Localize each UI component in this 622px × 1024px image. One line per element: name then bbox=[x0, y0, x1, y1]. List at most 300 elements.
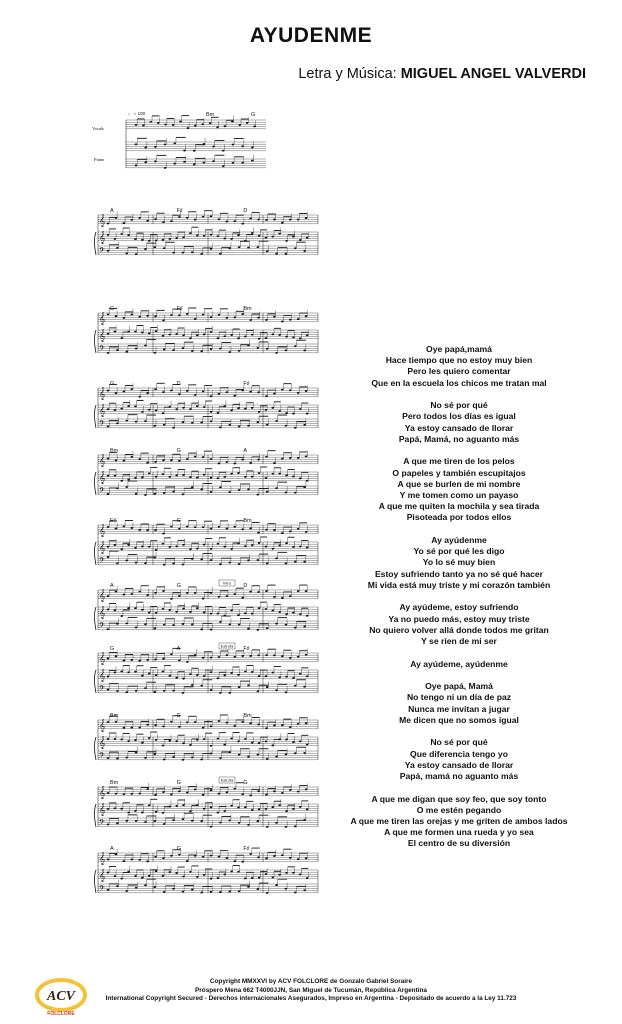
note bbox=[203, 738, 206, 740]
note bbox=[178, 726, 181, 728]
note bbox=[275, 420, 278, 422]
note bbox=[125, 559, 128, 561]
note bbox=[134, 739, 137, 741]
note bbox=[155, 330, 158, 332]
note bbox=[148, 240, 151, 242]
note bbox=[191, 486, 194, 488]
note bbox=[228, 562, 231, 564]
note bbox=[194, 789, 197, 791]
note bbox=[169, 609, 172, 611]
note bbox=[107, 609, 110, 611]
note bbox=[115, 460, 118, 462]
bass-clef-icon: 𝄢 bbox=[99, 685, 105, 695]
note bbox=[241, 721, 244, 723]
note bbox=[154, 856, 157, 858]
note bbox=[123, 793, 126, 795]
note bbox=[135, 562, 138, 564]
composer-name: MIGUEL ANGEL VALVERDI bbox=[400, 66, 586, 82]
note bbox=[285, 739, 288, 741]
note bbox=[162, 533, 165, 535]
note bbox=[141, 546, 144, 548]
lyric-line: A que me digan que soy feo, que soy tonto bbox=[371, 793, 547, 804]
note bbox=[241, 145, 244, 147]
note bbox=[285, 888, 288, 890]
note bbox=[244, 545, 247, 547]
note bbox=[148, 612, 151, 614]
note bbox=[154, 753, 157, 755]
note bbox=[182, 742, 185, 744]
note bbox=[162, 745, 165, 747]
lyric-line: Yo sé por qué les digo bbox=[413, 546, 505, 557]
note bbox=[219, 426, 222, 428]
note bbox=[257, 690, 260, 692]
lyric-line: Oye papá, Mamá bbox=[425, 681, 493, 692]
note bbox=[155, 674, 158, 676]
note bbox=[273, 393, 276, 395]
note bbox=[289, 389, 292, 391]
note bbox=[169, 546, 172, 548]
note bbox=[305, 788, 308, 790]
lyric-line: Que en la escuela los chicos me tratan mal bbox=[371, 377, 547, 388]
note bbox=[306, 480, 309, 482]
lyric-line: A que me tiren de los pelos bbox=[403, 456, 515, 467]
lyric-line: Que diferencia tengo yo bbox=[410, 748, 508, 759]
note bbox=[144, 884, 147, 886]
note bbox=[135, 421, 138, 423]
chord-symbol: G bbox=[176, 780, 181, 786]
note bbox=[107, 676, 110, 678]
note bbox=[223, 546, 226, 548]
rights-line: International Copyright Secured - Derechos internacionales Asegurados, Impreso en Argentina - Depositado de acuerdo a la Ley 11.723 bbox=[105, 995, 517, 1003]
note bbox=[178, 460, 181, 462]
note bbox=[154, 724, 157, 726]
note bbox=[251, 407, 254, 409]
note bbox=[278, 473, 281, 475]
note bbox=[265, 337, 268, 339]
note bbox=[251, 877, 254, 879]
note bbox=[219, 563, 222, 565]
note bbox=[265, 319, 268, 321]
note bbox=[219, 621, 222, 623]
treble-clef-icon: 𝄞 bbox=[99, 524, 106, 537]
note bbox=[247, 488, 250, 490]
note bbox=[146, 392, 149, 394]
note bbox=[278, 676, 281, 678]
note bbox=[130, 527, 133, 529]
lyric-line: O papeles y también escupitajos bbox=[392, 467, 526, 478]
note bbox=[247, 425, 250, 427]
note bbox=[241, 162, 244, 164]
note bbox=[210, 477, 213, 479]
note bbox=[144, 345, 147, 347]
note bbox=[253, 125, 256, 127]
note bbox=[172, 124, 175, 126]
lyric-line: Ya no puedo más, estoy muy triste bbox=[388, 613, 530, 624]
note bbox=[272, 333, 275, 335]
note bbox=[219, 253, 222, 255]
note bbox=[114, 475, 117, 477]
note bbox=[130, 456, 133, 458]
note bbox=[194, 219, 197, 221]
note bbox=[200, 558, 203, 560]
note bbox=[294, 345, 297, 347]
note bbox=[127, 331, 130, 333]
note bbox=[281, 854, 284, 856]
note bbox=[146, 594, 149, 596]
note bbox=[292, 546, 295, 548]
note bbox=[203, 333, 206, 335]
note bbox=[266, 892, 269, 894]
note bbox=[226, 722, 229, 724]
note bbox=[175, 677, 178, 679]
note bbox=[241, 459, 244, 461]
note bbox=[210, 629, 213, 631]
note bbox=[186, 792, 189, 794]
note bbox=[238, 489, 241, 491]
note bbox=[144, 161, 147, 163]
note bbox=[244, 806, 247, 808]
note bbox=[265, 395, 268, 397]
note bbox=[154, 425, 157, 427]
treble-clef-icon: 𝄞 bbox=[99, 387, 106, 400]
treble-clef-icon: 𝄞 bbox=[99, 652, 106, 665]
note bbox=[238, 890, 241, 892]
note bbox=[275, 487, 278, 489]
lyric-line: Y me tomen como un payaso bbox=[399, 490, 519, 501]
note bbox=[265, 219, 268, 221]
note bbox=[172, 252, 175, 254]
section-marker-label: Intro bbox=[222, 580, 232, 586]
chord-symbol: G bbox=[176, 518, 181, 524]
chord-symbol: G bbox=[110, 646, 115, 652]
note bbox=[200, 422, 203, 424]
note bbox=[116, 690, 119, 692]
note bbox=[138, 660, 141, 662]
note bbox=[182, 891, 185, 893]
note bbox=[273, 654, 276, 656]
note bbox=[107, 721, 110, 723]
note bbox=[107, 808, 110, 810]
note bbox=[178, 659, 181, 661]
note bbox=[135, 348, 138, 350]
note bbox=[175, 475, 178, 477]
note bbox=[247, 628, 250, 630]
note bbox=[224, 125, 227, 127]
note bbox=[212, 146, 215, 148]
note bbox=[305, 590, 308, 592]
note bbox=[114, 875, 117, 877]
note bbox=[194, 721, 197, 723]
note bbox=[182, 608, 185, 610]
note bbox=[228, 491, 231, 493]
note bbox=[251, 809, 254, 811]
chord-symbol: Bm bbox=[243, 518, 252, 524]
note bbox=[297, 656, 300, 658]
note bbox=[247, 886, 250, 888]
note bbox=[107, 858, 110, 860]
lyric-line: Estoy sufriendo tanto ya no sé qué hacer bbox=[374, 568, 544, 579]
note bbox=[265, 477, 268, 479]
note bbox=[226, 220, 229, 222]
note bbox=[281, 532, 284, 534]
instrument-label: Vocals bbox=[92, 126, 104, 131]
note bbox=[162, 812, 165, 814]
note bbox=[306, 413, 309, 415]
chord-symbol: A bbox=[110, 208, 114, 214]
note bbox=[125, 622, 128, 624]
note bbox=[230, 871, 233, 873]
lyrics-stanza bbox=[324, 737, 594, 782]
note bbox=[247, 559, 250, 561]
note bbox=[257, 317, 260, 319]
note bbox=[294, 247, 297, 249]
note bbox=[170, 721, 173, 723]
note bbox=[278, 410, 281, 412]
note bbox=[200, 489, 203, 491]
note bbox=[146, 529, 149, 531]
note bbox=[107, 234, 110, 236]
credits-line bbox=[298, 66, 586, 82]
note bbox=[155, 409, 158, 411]
note bbox=[146, 659, 149, 661]
note bbox=[210, 395, 213, 397]
note bbox=[219, 822, 222, 824]
note bbox=[107, 889, 110, 891]
note bbox=[285, 412, 288, 414]
note bbox=[203, 874, 206, 876]
note bbox=[238, 563, 241, 565]
chord-symbol: G bbox=[176, 846, 181, 852]
note bbox=[305, 390, 308, 392]
note bbox=[107, 757, 110, 759]
note bbox=[228, 891, 231, 893]
note bbox=[285, 542, 288, 544]
note bbox=[186, 592, 189, 594]
note bbox=[202, 390, 205, 392]
chord-symbol: F♯ bbox=[243, 381, 250, 387]
note bbox=[241, 389, 244, 391]
note bbox=[303, 349, 306, 351]
note bbox=[272, 473, 275, 475]
note bbox=[178, 393, 181, 395]
note bbox=[175, 237, 178, 239]
lyric-line: No tengo ni un día de paz bbox=[406, 692, 512, 703]
note bbox=[163, 758, 166, 760]
lyric-line: Pisoteada por todos ellos bbox=[406, 512, 512, 523]
note bbox=[148, 737, 151, 739]
note bbox=[175, 611, 178, 613]
note bbox=[232, 144, 235, 146]
note bbox=[107, 250, 110, 252]
note bbox=[285, 253, 288, 255]
note bbox=[191, 756, 194, 758]
note bbox=[116, 885, 119, 887]
chord-symbol: A bbox=[110, 583, 114, 589]
chord-symbol: Bm bbox=[110, 448, 119, 454]
note bbox=[202, 856, 205, 858]
note bbox=[182, 692, 185, 694]
note bbox=[303, 561, 306, 563]
note bbox=[203, 143, 206, 145]
note bbox=[244, 335, 247, 337]
note bbox=[138, 316, 141, 318]
note bbox=[306, 237, 309, 239]
note bbox=[170, 598, 173, 600]
note bbox=[170, 459, 173, 461]
note bbox=[237, 337, 240, 339]
note bbox=[218, 656, 221, 658]
note bbox=[163, 690, 166, 692]
note bbox=[238, 425, 241, 427]
note bbox=[141, 877, 144, 879]
note bbox=[258, 235, 261, 237]
note bbox=[285, 872, 288, 874]
note bbox=[292, 872, 295, 874]
note bbox=[107, 823, 110, 825]
note bbox=[144, 757, 147, 759]
note bbox=[257, 219, 260, 221]
note bbox=[202, 727, 205, 729]
note bbox=[169, 675, 172, 677]
note bbox=[189, 548, 192, 550]
note bbox=[226, 595, 229, 597]
note bbox=[134, 875, 137, 877]
note bbox=[178, 314, 181, 316]
note bbox=[257, 391, 260, 393]
note bbox=[289, 319, 292, 321]
note bbox=[120, 878, 123, 880]
note bbox=[223, 810, 226, 812]
note bbox=[217, 812, 220, 814]
note bbox=[154, 659, 157, 661]
note bbox=[241, 528, 244, 530]
note bbox=[281, 597, 284, 599]
note bbox=[299, 806, 302, 808]
note bbox=[120, 548, 123, 550]
chord-symbol: D bbox=[243, 583, 248, 589]
note bbox=[125, 486, 128, 488]
treble-clef-icon: 𝄞 bbox=[99, 803, 106, 816]
note bbox=[306, 808, 309, 810]
note bbox=[173, 163, 176, 165]
chord-symbol: F♯ bbox=[110, 518, 117, 524]
lyric-line: Ay ayúdeme, ayúdenme bbox=[410, 658, 508, 669]
note bbox=[115, 528, 118, 530]
note bbox=[297, 318, 300, 320]
note bbox=[125, 351, 128, 353]
note bbox=[107, 526, 110, 528]
lyric-line: Me dicen que no somos igual bbox=[399, 714, 519, 725]
note bbox=[189, 408, 192, 410]
note bbox=[230, 548, 233, 550]
note bbox=[275, 884, 278, 886]
note bbox=[210, 234, 213, 236]
note bbox=[154, 388, 157, 390]
note bbox=[138, 591, 141, 593]
note bbox=[189, 744, 192, 746]
note bbox=[135, 253, 138, 255]
note bbox=[233, 526, 236, 528]
note bbox=[196, 804, 199, 806]
note bbox=[257, 654, 260, 656]
note bbox=[217, 677, 220, 679]
chord-symbol: Bm bbox=[206, 112, 215, 118]
note bbox=[216, 126, 219, 128]
note bbox=[148, 409, 151, 411]
note bbox=[107, 689, 110, 691]
note bbox=[233, 220, 236, 222]
note bbox=[238, 350, 241, 352]
note bbox=[218, 462, 221, 464]
note bbox=[125, 252, 128, 254]
lyric-line: No quiero volver allá donde todos me gritan bbox=[369, 624, 549, 635]
lyrics-stanza bbox=[324, 456, 594, 523]
note bbox=[247, 824, 250, 826]
note bbox=[303, 686, 306, 688]
note bbox=[120, 233, 123, 235]
note bbox=[249, 528, 252, 530]
note bbox=[285, 240, 288, 242]
note bbox=[230, 334, 233, 336]
note bbox=[114, 738, 117, 740]
note bbox=[107, 493, 110, 495]
note bbox=[189, 476, 192, 478]
note bbox=[186, 390, 189, 392]
note bbox=[281, 222, 284, 224]
note bbox=[303, 819, 306, 821]
note bbox=[162, 473, 165, 475]
note bbox=[285, 492, 288, 494]
note bbox=[162, 543, 165, 545]
tempo-marking: ♩ = 100 bbox=[128, 111, 146, 116]
note bbox=[289, 457, 292, 459]
note bbox=[194, 456, 197, 458]
note bbox=[135, 626, 138, 628]
chord-symbol: G bbox=[110, 381, 115, 387]
note bbox=[231, 121, 234, 123]
note bbox=[237, 543, 240, 545]
note bbox=[120, 337, 123, 339]
note bbox=[191, 820, 194, 822]
note bbox=[144, 248, 147, 250]
note bbox=[210, 548, 213, 550]
note bbox=[144, 562, 147, 564]
note bbox=[178, 854, 181, 856]
note bbox=[251, 232, 254, 234]
note bbox=[292, 413, 295, 415]
note bbox=[265, 873, 268, 875]
note bbox=[210, 215, 213, 217]
note bbox=[265, 409, 268, 411]
note bbox=[148, 332, 151, 334]
note bbox=[148, 546, 151, 548]
chord-symbol: F♯ bbox=[176, 208, 183, 214]
note bbox=[200, 685, 203, 687]
note bbox=[200, 350, 203, 352]
note bbox=[169, 238, 172, 240]
lyric-line: O me estén pegando bbox=[416, 804, 502, 815]
note bbox=[196, 405, 199, 407]
note bbox=[200, 758, 203, 760]
note bbox=[272, 876, 275, 878]
note bbox=[281, 320, 284, 322]
note bbox=[169, 871, 172, 873]
note bbox=[135, 124, 138, 126]
note bbox=[114, 609, 117, 611]
note bbox=[238, 124, 241, 126]
note bbox=[210, 613, 213, 615]
chord-symbol: Bm bbox=[243, 306, 252, 312]
